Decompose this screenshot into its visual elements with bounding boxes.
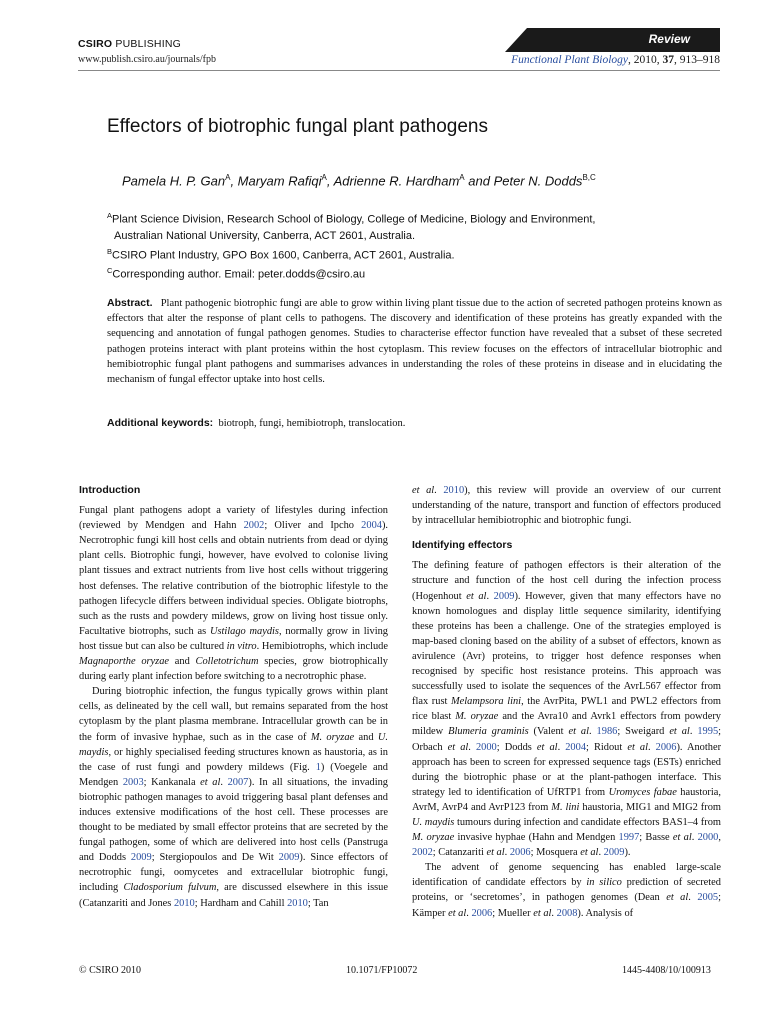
section-heading-introduction: Introduction [79,484,141,496]
affiliations: $^A$Plant Science Division, Research School of Biology, College of Medicine, Biology and Environment, Australian National University, Canberra, ACT 2601, Australia. $^B$CSIRO Plant Industry, GPO Box 1600, Canberra, ACT 2601, Australia. $^C$Corresponding author. Email: peter.dodds@csiro.au [107,211,596,281]
intro-paragraph-2: During biotrophic infection, the fungus typically grows within plant cells, as delineated by the cell wall, but remains separated from the host cytoplasm by the plant plasma membrane. Intracellular growth can be in the form of invasive hyphae, such as in the case of M. oryzae and U. maydis, or highly specialised feeding structures known as haustoria, as in the case of rust fungi and powdery mildews (Fig. 1) (Voegele and Mendgen 2003; Kankanala et al. 2007). In all situations, the invading biotrophic pathogen manages to avoid triggering basal plant defenses and induces extensive modifications of the host cell. These processes are thought to be mediated by small effector proteins that are secreted by the fungal pathogen, some of which are delivered into host cells (Panstruga and Dodds 2009; Stergiopoulos and De Wit 2009). Since effectors of necrotrophic fungi, oomycetes and extracellular biotrophic fungi, including Cladosporium fulvum, are discussed elsewhere in this issue (Catanzariti and Jones 2010; Hardham and Cahill 2010; Tan [79,686,389,909]
footer-copyright: © CSIRO 2010 [79,965,142,976]
section-heading-identifying-effectors: Identifying effectors [412,539,513,552]
review-badge [505,28,720,52]
footer-doi[interactable]: 10.1071/FP10072 [346,965,418,976]
author-list: Pamela H. P. Gan$^A$, Maryam Rafiqi$^A$, Adrienne R. Hardham$^A$ and Peter N. Dodds$^{B,C}$ [122,173,596,189]
keywords: Additional keywords: biotroph, fungi, hemibiotroph, translocation. [107,417,406,429]
intro-paragraph-3: et al. 2010), this review will provide an overview of our current understanding of the nature, transport and function of effectors produced by intracellular hemibiotrophic and biotrophic fungi. [412,485,721,527]
journal-citation: Functional Plant Biology, 2010, 37, 913–918 [511,54,720,66]
intro-paragraph-1: Fungal plant pathogens adopt a variety of lifestyles during infection (reviewed by Mendgen and Hahn 2002; Oliver and Ipcho 2004). Necrotrophic fungi kill host cells and obtain nutrients from dead or dying plant cells. Biotrophic fungi, however, have evolved to colonise living plant tissues and extract nutrients from live host cells without triggering host defenses. The relative contribution of the biotrophic lifestyle to the pathogen lifecycle differs between individual species. Obligate biotrophs, such as the rusts and powdery mildews, grow on living host tissue only. Facultative biotrophs, such as Ustilago maydis, normally grow in living host tissue but can also be cultured in vitro. Hemibiotrophs, which include Magnaporthe oryzae and Colletotrichum species, grow biotrophically during early plant infection before switching to a necrotrophic phase. [79,505,389,683]
ident-paragraph-1: The defining feature of pathogen effectors is their alteration of the structure and function of the host cell during the infection process (Hogenhout et al. 2009). However, given that many effectors have no known homologues and display little sequence similarity, identifying these proteins has been a challenge. One of the strategies employed is map-based cloning based on the ability of a subset of effectors, known as avirulence (Avr) proteins, to trigger host defence responses when recognised by specific host resistance proteins. This approach was successfully used to isolate the sequences of the AvrL567 effector from flax rust Melampsora lini, the AvrPita, PWL1 and PWL2 effectors from rice blast M. oryzae and the Avra10 and Avrk1 effectors from powdery mildew Blumeria graminis (Valent et al. 1986; Sweigard et al. 1995; Orbach et al. 2000; Dodds et al. 2004; Ridout et al. 2006). Another approach has been to screen for expressed sequence tags (ESTs) enriched during the biotrophic phase or at the plant-pathogen interface. This strategy led to identification of UfRTP1 from Uromyces fabae haustoria, AvrM, AvrP4 and AvrP123 from M. lini haustoria, MIG1 and MIG2 from U. maydis tumours during infection and candidate effectors BAS1–4 from M. oryzae invasive hyphae (Hahn and Mendgen 1997; Basse et al. 2000, 2002; Catanzariti et al. 2006; Mosquera et al. 2009). [412,560,722,859]
review-badge-label: Review [648,32,690,46]
abstract: Abstract. Plant pathogenic biotrophic fungi are able to grow within living plant tissue due to the action of secreted pathogen proteins known as effectors that alter the response of plant cells to pathogens. The discovery and identification of these proteins has greatly expanded with the sequencing and annotation of fungal pathogen genomes. Studies to characterise effector function have revealed that a subset of these secreted pathogen proteins interact with plant proteins within the host cytoplasm. This review focuses on the effectors of intracellular biotrophic and hemibiotrophic fungal plant pathogens and summarises advances in understanding the roles of these proteins in disease and in elucidating the mechanism of fungal effector uptake into host cells. [107,297,722,386]
ident-paragraph-2: The advent of genome sequencing has enabled large-scale identification of candidate effectors by in silico prediction of secreted proteins, or ‘secretomes’, in pathogen genomes (Dean et al. 2005; Kämper et al. 2006; Mueller et al. 2008). Analysis of [412,862,722,919]
left-column [79,483,388,911]
journal-url[interactable]: www.publish.csiro.au/journals/fpb [78,54,216,65]
footer-issn: 1445-4408/10/100913 [622,965,711,976]
header-divider [78,70,720,71]
publisher-name: CSIRO PUBLISHING [78,38,181,50]
article-title: Effectors of biotrophic fungal plant pathogens [107,116,488,137]
right-column [412,483,721,921]
